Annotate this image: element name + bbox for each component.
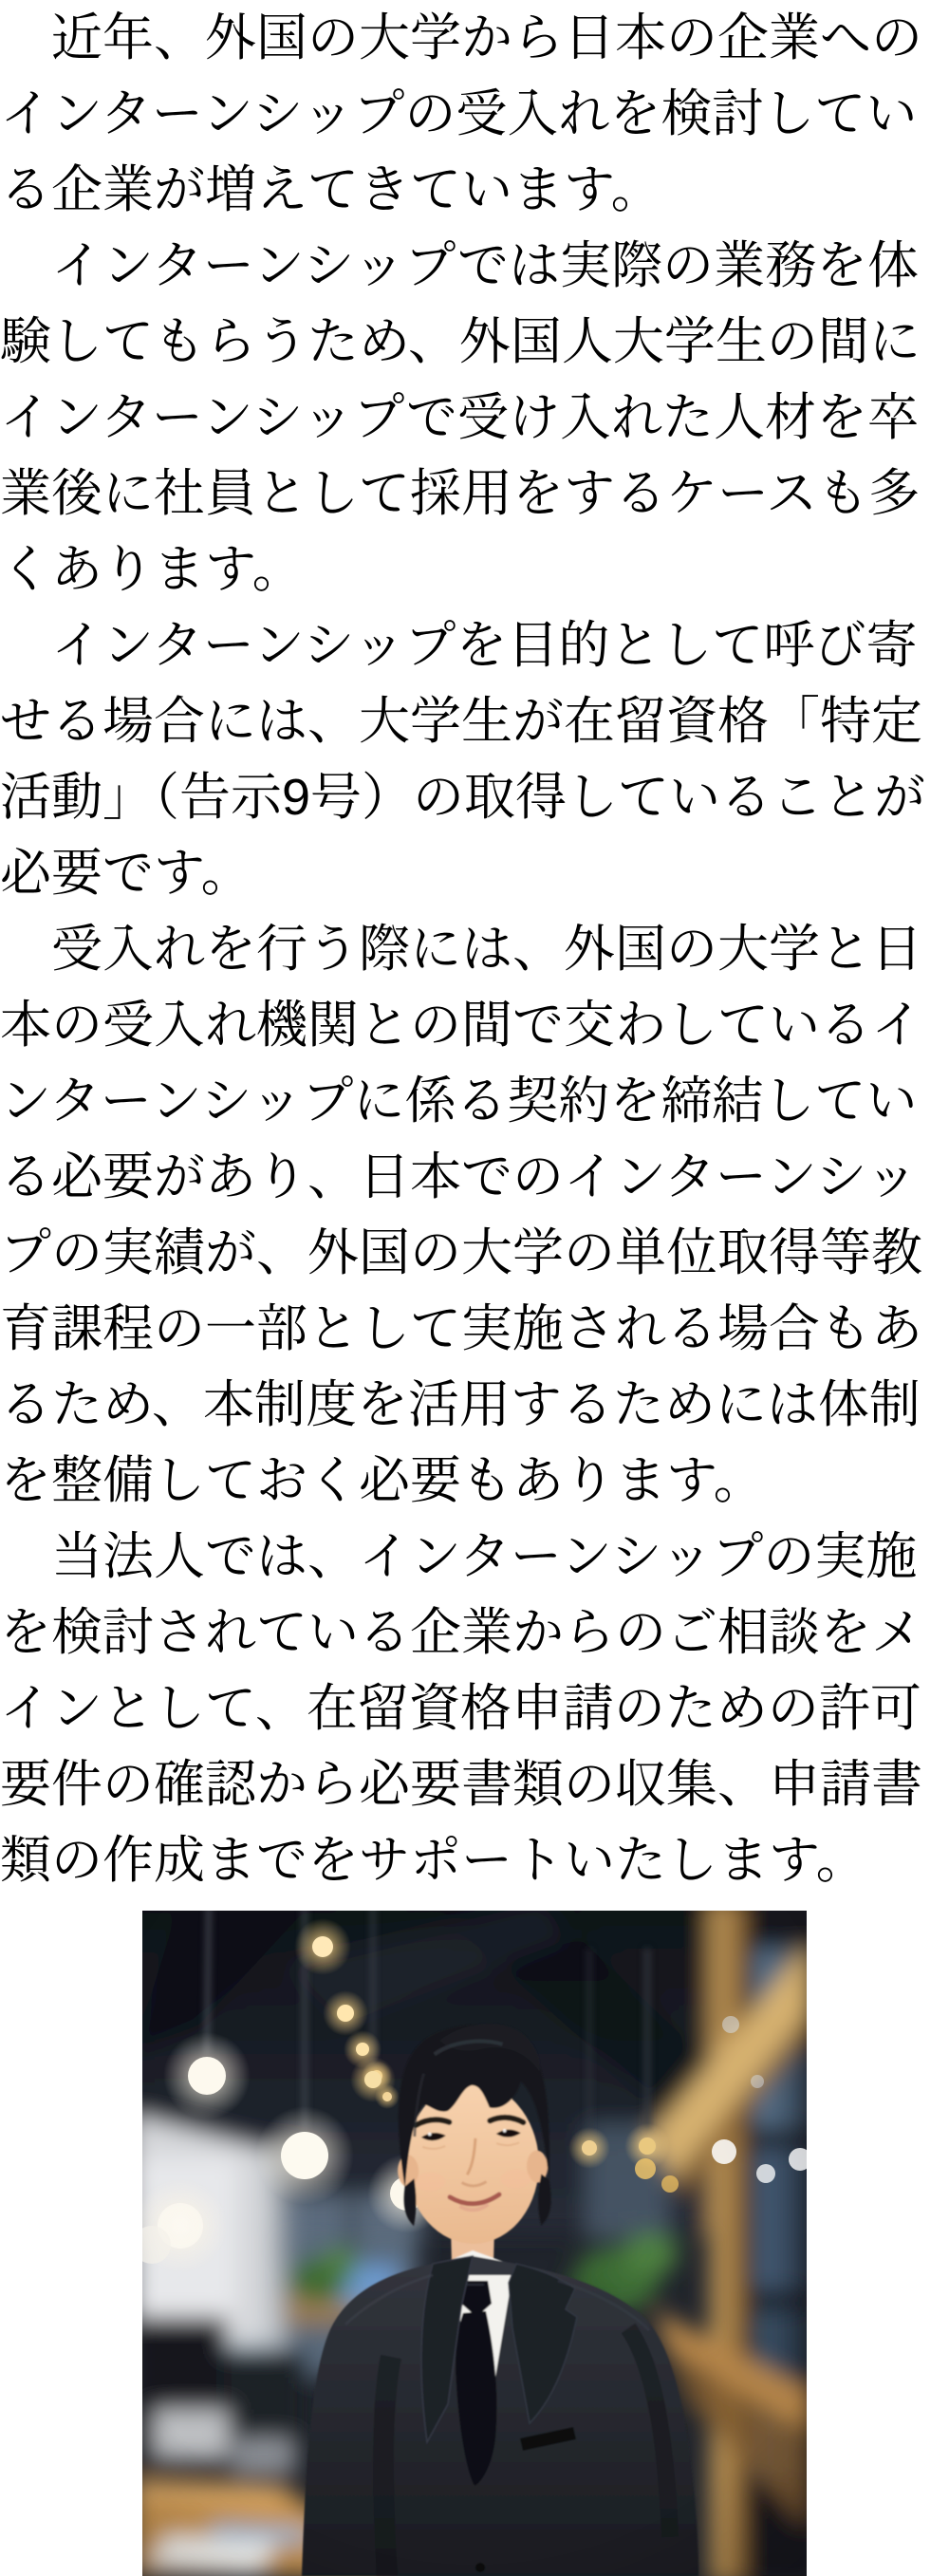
paragraph	[0, 607, 949, 911]
text-line: 類の作成までをサポートいたします。	[0, 1832, 867, 1889]
text-line: 業後に社員として採用をするケースも多	[0, 465, 921, 522]
text-line: 活動」（告示9号）の取得していることが	[0, 769, 926, 826]
text-line: 本の受入れ機関との間で交わしているイ	[0, 997, 922, 1054]
text-line: インターンシップの受入れを検討してい	[0, 85, 918, 142]
text-line: るため、本制度を活用するためには体制	[0, 1376, 921, 1433]
text-line: プの実績が、外国の大学の単位取得等教	[0, 1224, 922, 1281]
text-line: 育課程の一部として実施される場合もあ	[0, 1300, 922, 1357]
office-portrait-illustration	[142, 1911, 807, 2576]
text-line: ンターンシップに係る契約を締結してい	[0, 1073, 918, 1129]
text-line: 必要です。	[0, 845, 252, 902]
text-line: を整備しておく必要もあります。	[0, 1452, 765, 1509]
text-line: を検討されている企業からのご相談をメ	[0, 1604, 922, 1661]
text-line: 近年、外国の大学から日本の企業への	[0, 9, 922, 66]
text-line: 験してもらうため、外国人大学生の間に	[0, 313, 921, 370]
text-line: 受入れを行う際には、外国の大学と日	[0, 921, 922, 978]
text-line: る企業が増えてきています。	[0, 161, 662, 218]
text-line: 当法人では、インターンシップの実施	[0, 1528, 918, 1585]
text-line: インターンシップを目的として呼び寄	[0, 617, 918, 674]
text-line: くあります。	[0, 541, 304, 598]
paragraph	[0, 911, 949, 1519]
paragraph	[0, 1519, 949, 1898]
text-line: る必要があり、日本でのインターンシッ	[0, 1148, 918, 1205]
paragraph	[0, 0, 949, 228]
paragraph	[0, 228, 949, 607]
text-line: インターンシップでは実際の業務を体	[0, 237, 919, 294]
text-line: インとして、在留資格申請のための許可	[0, 1680, 921, 1737]
text-line: せる場合には、大学生が在留資格「特定	[0, 693, 922, 750]
text-line: インターンシップで受け入れた人材を卒	[0, 389, 919, 446]
text-line: 要件の確認から必要書類の収集、申請書	[0, 1756, 922, 1813]
office-portrait-photo	[142, 1911, 807, 2576]
vignette	[142, 1911, 807, 2576]
